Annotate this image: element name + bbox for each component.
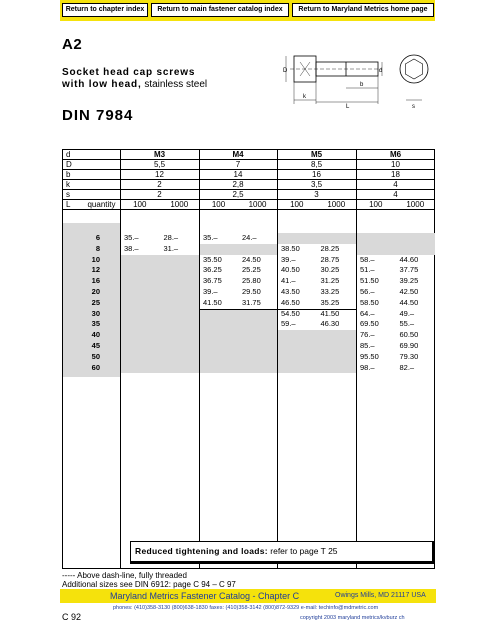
unavailable-cell: [277, 233, 356, 244]
unavailable-cell: [120, 287, 199, 298]
spec-cell: 14: [233, 170, 243, 179]
quantity-cell: 100: [369, 200, 383, 209]
label-k: k: [303, 94, 306, 100]
quantity-cell: 1000: [170, 200, 189, 209]
label-d: d: [379, 68, 383, 74]
length-value: 20: [91, 287, 100, 296]
length-value: 8: [95, 243, 100, 253]
label-L: L: [346, 104, 350, 110]
label-s: s: [412, 104, 415, 110]
length-value: 40: [91, 330, 100, 340]
price-cell: 55.–: [399, 319, 415, 329]
spec-row-d: [63, 150, 434, 160]
length-value: 45: [91, 341, 100, 350]
spec-cell: 3,5: [310, 180, 323, 189]
table-row: [63, 244, 434, 254]
subtitle-material: stainless steel: [141, 79, 208, 90]
quantity-cell: 1000: [406, 200, 425, 209]
spec-row-label: s: [66, 190, 70, 199]
unavailable-cell: [199, 330, 277, 341]
price-cell: 79.30: [399, 351, 419, 361]
spec-cell: 7: [235, 160, 241, 169]
unavailable-cell: [120, 330, 199, 341]
price-cell: 39.–: [203, 287, 218, 296]
spec-cell: 4: [393, 180, 398, 189]
price-cell: 69.90: [399, 341, 419, 350]
unavailable-cell: [120, 298, 199, 309]
reduced-loads-note: [130, 541, 435, 564]
spec-cell: M5: [310, 150, 323, 159]
unavailable-cell: [120, 255, 199, 266]
price-cell: 24.50: [242, 254, 261, 264]
quantity-row: [63, 200, 434, 210]
main-catalog-index-link[interactable]: Return to main fastener catalog index: [151, 3, 289, 17]
price-cell: 39.–: [281, 254, 296, 264]
price-cell: 24.–: [242, 233, 257, 242]
spec-row-b: [63, 170, 434, 180]
unavailable-cell: [120, 319, 199, 330]
length-value: 6: [95, 233, 100, 242]
spec-row-k: [63, 180, 434, 190]
spec-cell: 2,8: [232, 180, 244, 189]
contact-line: phones: (410)358-3130 (800)638-1830 faxes: (410)358-3142 (800)872-9329 e-mail: techinfo@mdmetric.com: [113, 605, 379, 611]
price-cell: 82.–: [399, 362, 415, 372]
spec-cell: 2: [157, 190, 162, 199]
page-number: C 92: [62, 612, 82, 622]
price-cell: 36.25: [203, 265, 222, 275]
price-cell: 37.75: [399, 265, 419, 275]
unavailable-cell: [199, 309, 277, 320]
unavailable-cell: [199, 319, 277, 330]
price-cell: 69.50: [360, 319, 379, 329]
unavailable-cell: [356, 233, 435, 244]
grade-title: A2: [62, 36, 83, 53]
subtitle-line-1: Socket head cap screws: [62, 67, 196, 78]
thread-dash-line: [199, 309, 278, 310]
label-b: b: [360, 82, 364, 88]
table-row: [63, 319, 434, 329]
spec-cell: 10: [391, 160, 400, 169]
copyright: copyright 2003 maryland metrics/kvburz ch: [300, 615, 405, 621]
spec-row-label: b: [66, 170, 71, 179]
spec-cell: 5,5: [153, 160, 166, 169]
spec-cell: 16: [312, 170, 321, 179]
length-value: 16: [91, 276, 100, 286]
table-row: [63, 330, 434, 340]
spec-cell: 12: [155, 170, 164, 179]
unavailable-cell: [199, 352, 277, 363]
length-value: 35: [91, 319, 100, 329]
quantity-cell: 100: [290, 200, 304, 209]
price-cell: 30.25: [320, 265, 340, 275]
price-cell: 38.–: [124, 243, 139, 253]
table-row: [63, 352, 434, 362]
unavailable-cell: [120, 341, 199, 352]
label-D: D: [283, 68, 288, 74]
standard-title: DIN 7984: [62, 107, 134, 124]
spec-row-label: D: [66, 160, 72, 169]
price-cell: 51.50: [360, 276, 379, 286]
dash-line-note: ----- Above dash-line, fully threaded: [62, 571, 187, 580]
price-cell: 31.25: [320, 276, 340, 286]
quantity-cell: 100: [211, 200, 226, 209]
length-value: 30: [91, 308, 100, 318]
unavailable-cell: [277, 330, 356, 341]
unavailable-cell: [120, 265, 199, 276]
price-cell: 85.–: [360, 341, 375, 350]
unavailable-cell: [120, 309, 199, 320]
price-cell: 35.25: [320, 297, 340, 307]
price-cell: 51.–: [360, 265, 375, 275]
spec-row-D: [63, 160, 434, 170]
price-cell: 40.50: [281, 265, 300, 275]
price-cell: 35.–: [124, 233, 139, 242]
spec-cell: M3: [153, 150, 166, 159]
spec-cell: M4: [232, 150, 244, 159]
product-subtitle: [62, 67, 207, 91]
price-cell: 25.80: [242, 276, 261, 286]
table-row: [63, 363, 434, 373]
quantity-cell: 100: [133, 200, 147, 209]
price-cell: 28.–: [163, 233, 179, 242]
spec-cell: 18: [391, 170, 400, 179]
length-value: 10: [91, 254, 100, 264]
column-divider: [199, 150, 200, 568]
length-value: 25: [91, 297, 100, 307]
unavailable-cell: [120, 352, 199, 363]
price-cell: 44.50: [399, 297, 419, 307]
dimension-price-table: [62, 149, 435, 569]
price-cell: 35.50: [203, 254, 222, 264]
spec-cell: 3: [314, 190, 319, 199]
price-cell: 42.50: [399, 287, 419, 296]
price-cell: 58.–: [360, 254, 375, 264]
price-cell: 28.75: [320, 254, 340, 264]
price-cell: 38.50: [281, 243, 300, 253]
price-cell: 33.25: [320, 287, 340, 296]
quantity-row-label: L: [66, 200, 71, 209]
table-row: [63, 287, 434, 297]
price-cell: 44.60: [399, 254, 419, 264]
reduced-reference: refer to page T 25: [267, 546, 338, 556]
table-row: [63, 341, 434, 351]
reduced-label: Reduced tightening and loads:: [135, 546, 268, 556]
spec-cell: 8,5: [310, 160, 323, 169]
table-row: [63, 309, 434, 319]
home-page-link[interactable]: Return to Maryland Metrics home page: [292, 3, 434, 17]
price-cell: 31.–: [163, 243, 179, 253]
price-cell: 25.25: [242, 265, 261, 275]
price-cell: 76.–: [360, 330, 375, 340]
column-divider: [120, 150, 121, 568]
table-row: [63, 298, 434, 308]
quantity-cell: 1000: [327, 200, 346, 209]
price-cell: 41.–: [281, 276, 296, 286]
unavailable-cell: [277, 363, 356, 374]
length-value: 12: [91, 265, 100, 275]
spec-cell: 2: [157, 180, 162, 189]
price-cell: 29.50: [242, 287, 261, 296]
price-cell: 46.50: [281, 297, 300, 307]
length-value: 50: [91, 351, 100, 361]
price-cell: 43.50: [281, 287, 300, 296]
quantity-cell: 1000: [248, 200, 267, 209]
table-row: [63, 276, 434, 286]
unavailable-cell: [199, 244, 277, 255]
unavailable-cell: [199, 363, 277, 374]
spec-row-label: d: [66, 150, 71, 159]
price-cell: 28.25: [320, 243, 340, 253]
price-cell: 95.50: [360, 351, 379, 361]
unavailable-cell: [277, 352, 356, 363]
footer-bar: [60, 589, 436, 603]
price-cell: 60.50: [399, 330, 419, 340]
additional-sizes-note: Additional sizes see DIN 6912: page C 94 – C 97: [62, 580, 236, 589]
price-cell: 31.75: [242, 297, 261, 307]
price-cell: 41.50: [203, 297, 222, 307]
spec-cell: 2,5: [232, 190, 244, 199]
price-cell: 41.50: [320, 308, 340, 318]
unavailable-cell: [199, 341, 277, 352]
spec-row-s: [63, 190, 434, 200]
length-value: 60: [91, 362, 100, 372]
quantity-sublabel: quantity: [87, 200, 116, 209]
spec-row-label: k: [66, 180, 70, 189]
unavailable-cell: [120, 276, 199, 287]
price-cell: 46.30: [320, 319, 340, 329]
price-cell: 39.25: [399, 276, 419, 286]
table-row: [63, 265, 434, 275]
company-location: Owings Mills, MD 21117 USA: [335, 592, 426, 599]
screw-drawing: [276, 50, 436, 110]
spec-cell: 4: [393, 190, 398, 199]
subtitle-line-2: with low head,: [62, 79, 142, 90]
thread-dash-line: [277, 309, 356, 310]
price-cell: 54.50: [281, 308, 300, 318]
catalog-title: Maryland Metrics Fastener Catalog - Chapter C: [110, 591, 300, 601]
column-divider: [356, 150, 357, 568]
price-cell: 59.–: [281, 319, 296, 329]
unavailable-cell: [356, 244, 435, 255]
price-cell: 64.–: [360, 308, 375, 318]
price-cell: 58.50: [360, 297, 379, 307]
column-divider: [277, 150, 278, 568]
price-cell: 49.–: [399, 308, 415, 318]
unavailable-cell: [120, 363, 199, 374]
unavailable-cell: [277, 341, 356, 352]
table-row: [63, 255, 434, 265]
chapter-index-link[interactable]: Return to chapter index: [62, 3, 148, 17]
price-cell: 56.–: [360, 287, 375, 296]
spec-cell: M6: [389, 150, 402, 159]
table-row: [63, 233, 434, 243]
price-cell: 35.–: [203, 233, 218, 242]
price-cell: 36.75: [203, 276, 222, 286]
price-cell: 98.–: [360, 362, 375, 372]
hex-socket: [405, 59, 422, 79]
